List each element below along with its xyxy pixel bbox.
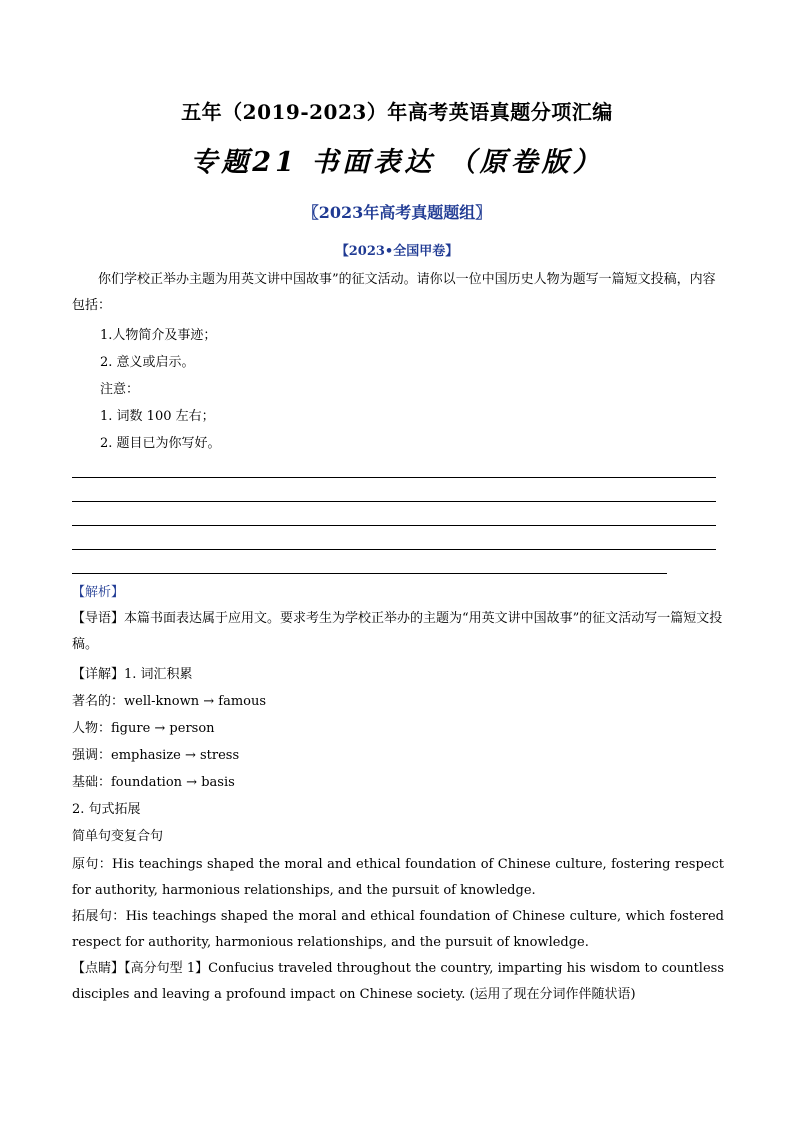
writing-line <box>72 501 716 502</box>
section-tag: 【2023•全国甲卷】 <box>335 244 459 259</box>
guide-text: 本篇书面表达属于应用文。要求考生为学校正举办的主题为“用英文讲中国故事”的征文活动写一篇短文投稿。 <box>72 611 723 652</box>
highlight-tags: 【点睛】【高分句型 1】 <box>72 961 209 976</box>
detail-tag: 【详解】 <box>72 667 125 682</box>
writing-line <box>72 525 716 526</box>
guide-paragraph <box>72 606 724 658</box>
writing-line <box>72 549 716 550</box>
vocab-item: 人物：figure → person <box>72 721 215 736</box>
note-2: 2. 题目已为你写好。 <box>100 436 221 451</box>
note-label: 注意： <box>100 382 140 397</box>
detail-head: 1. 词汇积累 <box>124 667 193 682</box>
prompt-point-1: 1.人物简介及事迹； <box>100 328 217 343</box>
vocab-item: 著名的：well-known → famous <box>72 694 267 709</box>
original-sentence: 原句：His teachings shaped the moral and ethical foundation of Chinese culture, fostering respect for authority, harmonious relationships, and the pursuit of knowledge. <box>72 857 724 898</box>
document-title: 五年（2019-2023）年高考英语真题分项汇编 <box>181 100 613 124</box>
guide-tag: 【导语】 <box>72 611 125 626</box>
writing-line <box>72 573 667 574</box>
expand-heading: 2. 句式拓展 <box>72 802 141 817</box>
expanded-sentence: 拓展句：His teachings shaped the moral and ethical foundation of Chinese culture, which fostered respect for authority, harmonious relationships, and the pursuit of knowledge. <box>72 909 724 950</box>
note-1: 1. 词数 100 左右； <box>100 409 215 424</box>
detail-heading <box>72 666 193 684</box>
analysis-label: 【解析】 <box>72 585 125 600</box>
vocab-item: 强调：emphasize → stress <box>72 748 240 763</box>
vocab-item: 基础：foundation → basis <box>72 775 235 790</box>
group-heading: 〖2023年高考真题题组〗 <box>302 203 492 222</box>
writing-line <box>72 477 716 478</box>
prompt-intro: 你们学校正举办主题为用英文讲中国故事”的征文活动。请你以一位中国历史人物为题写一篇短文投稿，内容包括： <box>72 272 716 313</box>
expand-subheading: 简单句变复合句 <box>72 829 164 844</box>
prompt-point-2: 2. 意义或启示。 <box>100 355 195 370</box>
highlight-text: Confucius traveled throughout the country, imparting his wisdom to countless disciples and leaving a profound impact on Chinese society. (运用了现在分词作伴随状语) <box>72 961 725 1002</box>
highlight-paragraph <box>72 956 724 1008</box>
document-subtitle: 专题21 书面表达 （原卷版） <box>190 147 604 178</box>
